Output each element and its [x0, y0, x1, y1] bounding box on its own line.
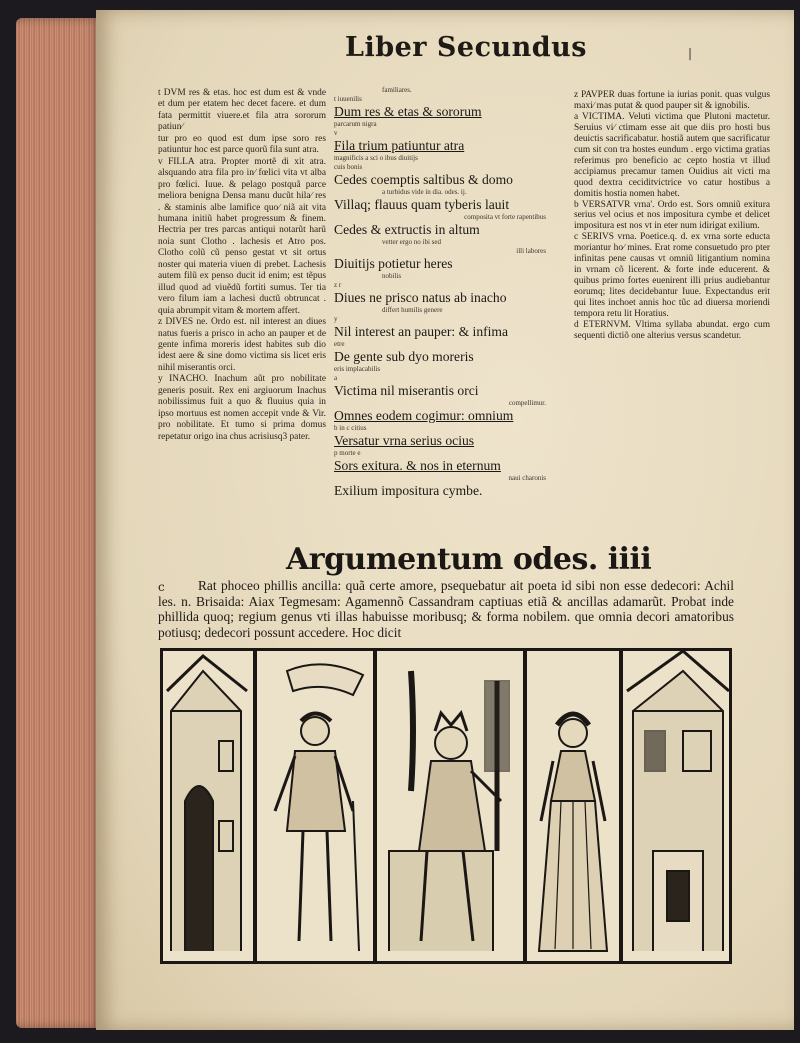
verse-line: Diues ne prisco natus ab inacho	[334, 290, 507, 305]
woodcut-illustration	[160, 648, 732, 964]
verse-line: Nil interest an pauper: & infima	[334, 324, 509, 339]
verse-gloss: nobilis	[382, 272, 402, 280]
verse-gloss: p morte e	[334, 449, 361, 457]
verse-gloss: eris implacabilis	[334, 365, 381, 373]
verse-gloss: magnificis a sci o ibus diuitijs	[334, 154, 418, 162]
right-commentary	[574, 90, 770, 342]
verse-column	[334, 86, 564, 499]
verse-gloss: y	[334, 315, 338, 323]
verse-gloss: vetter ergo no ibi sed	[382, 238, 441, 246]
verse-line: Omnes eodem cogimur: omnium	[334, 408, 514, 423]
argumentum-title: Argumentum odes. iiii	[286, 542, 652, 577]
verse-line: Versatur vrna serius ocius	[334, 433, 475, 448]
argumentum-text: Rat phoceo phillis ancilla: quã certe amore, psequebatur ait poeta id sibi non esse dedecori: Achil les. n. Brisaida: Aiax Tegmesam: Agamennõ Cassandram captiuas etiã & ancillas adamarũt. Probat inde phillida quoq; regium genus vti illas habuisse moribusq; & forma nobilem. que omnia decori amatoribus potiusq; dedecori possunt accedere. Hoc dicit	[158, 578, 734, 640]
verse-line: Villaq; flauus quam tyberis lauit	[334, 197, 510, 212]
verse-gloss: v	[334, 129, 338, 137]
commentary-paragraph: z DIVES ne. Ordo est. nil interest an diues natus fueris a prisco in acho an pauper et de gente infima moreris idest habites sub dio idest aere & sine domo victima sis licet eris nihil miserantis orci.	[158, 317, 326, 373]
verse-line: Cedes coemptis saltibus & domo	[334, 172, 513, 187]
commentary-paragraph: d ETERNVM. Vltima syllaba abundat. ergo cum sequenti dictiõ one alterius versus scandetur.	[574, 320, 770, 341]
commentary-paragraph: v FILLA atra. Propter mortẽ di xit atra. alsquando atra fila pro in∕ fœlici vita vt alba pro fœlici. Iuue. & pelago postquã parce meliora benigna Densa manu ducũt hila∕ res . & staminis albe lamifice quo∕ niã ait vita humana initiũ habet progressum & finem. Hectria per tres parcas antiqui notarũt harũ noia sunt Clotho . lachesis et Atro pos. Clotho colũ cũ penso gestat vt sit ortus noster qui materia viuen di prebet. Lachesis autem filũ ex penso ducit id enim; est tẽpus illud quod ad viuẽdũ fortiti sumus. Ter tia vero filum iam a lachesi ductũ obtruncat . quia abrumpit vitam & mortem affert.	[158, 156, 326, 316]
verse-line: Cedes & extructis in altum	[334, 222, 480, 237]
verse-line: Victima nil miserantis orci	[334, 383, 479, 398]
verse-gloss: cuis bonis	[334, 163, 363, 171]
verse-gloss: z r	[334, 281, 342, 289]
verse-gloss: t iuuenilis	[334, 95, 362, 103]
verse-line: Sors exitura. & nos in eternum	[334, 458, 501, 473]
page-heading: Liber Secundus	[344, 32, 587, 63]
woodcut-scene	[163, 651, 729, 961]
page-edges	[16, 18, 102, 1028]
commentary-paragraph: b VERSATVR vrna'. Ordo est. Sors omniũ exitura serius vel ocius et nos impositura cymbe et delicet impositura est nos vt in eter num idirigat exilium.	[574, 199, 770, 232]
folio-mark: |	[688, 46, 693, 60]
verse-line: Exilium impositura cymbe.	[334, 483, 483, 498]
verse-line: De gente sub dyo moreris	[334, 349, 474, 364]
verse-gloss: differt humilis genere	[382, 306, 443, 314]
verse-gloss: naui charonis	[508, 474, 546, 482]
commentary-paragraph: a VICTIMA. Veluti victima que Plutoni mactetur. Seruius vi∕ ctimam esse ait que diis pro hosti bus deuictis sacrificabatur. hostiã autem que sacrificatur cum sit con tra hostes eundum . ergo victima gratias referimus pro beneficio ac cepto hostia vt illud accipiamus precamur tamen Ouidius ait victi ma quod dextra ceciditvictrice vo catur hostibus a domitis hostia nomen habet.	[574, 111, 770, 199]
commentary-paragraph: c SERIVS vrna. Poetice.q. d. ex vrna sorte educta moriantur ho∕ mines. Erat rome consuetudo pro pter infinitas pene causas vt omniũ litigantium nomina in vrnam cõ licerent. & forte inde educerent. & quibus primo fortes euenirent illi prius audiebantur eorumq; lites decidebantur Iuue. Expectandus erit qui lites inchoet annis hoc tũc ad diuersa moriendi tempora retu lit Horatius.	[574, 232, 770, 320]
verse-gloss: composita vt forte rapentibus	[464, 213, 546, 221]
verse-gloss: compellimur.	[508, 399, 546, 407]
book-spread	[16, 4, 794, 1039]
left-commentary	[158, 88, 326, 443]
verse-line: Diuitijs potietur heres	[334, 256, 453, 271]
verse-line: Dum res & etas & sororum	[334, 104, 482, 119]
verse-gloss: familiares.	[382, 86, 412, 94]
printed-page	[96, 10, 794, 1030]
commentary-paragraph: y INACHO. Inachum aũt pro nobilitate generis posuit. Rex eni argiuorum Inachus nobilissimus fuit a quo & fluuius quia in ipso mortuus est nomen accepit vnde & Vir. pro nobilitate. Et tumo si prima domus repetatur origo ina chus acrisiusq3 pater.	[158, 374, 326, 442]
commentary-paragraph: t DVM res & etas. hoc est dum est & vnde et dum per etatem hec decet facere. et dum fata permittit viuere.et fila atra sororum patiun∕	[158, 88, 326, 133]
verse-gloss: b in c citius	[334, 424, 367, 432]
argumentum-marker: c	[158, 580, 165, 594]
commentary-paragraph: z PAVPER duas fortune ia iurias ponit. quas vulgus maxi∕ mas putat & quod pauper sit & ignobilis.	[574, 90, 770, 111]
verse-gloss: a	[334, 374, 338, 382]
verse-gloss: etre	[334, 340, 345, 348]
verse-gloss: a turbidus vide in dia. odes. ij.	[382, 188, 467, 196]
verse-line: Fila trium patiuntur atra	[334, 138, 465, 153]
commentary-paragraph: tur pro eo quod est dum ipse soro res patiuntur hoc est parce quorũ fila sunt atra.	[158, 133, 326, 156]
verse-gloss: illi labores	[516, 247, 546, 255]
verse-gloss: parcarum nigra	[334, 120, 377, 128]
